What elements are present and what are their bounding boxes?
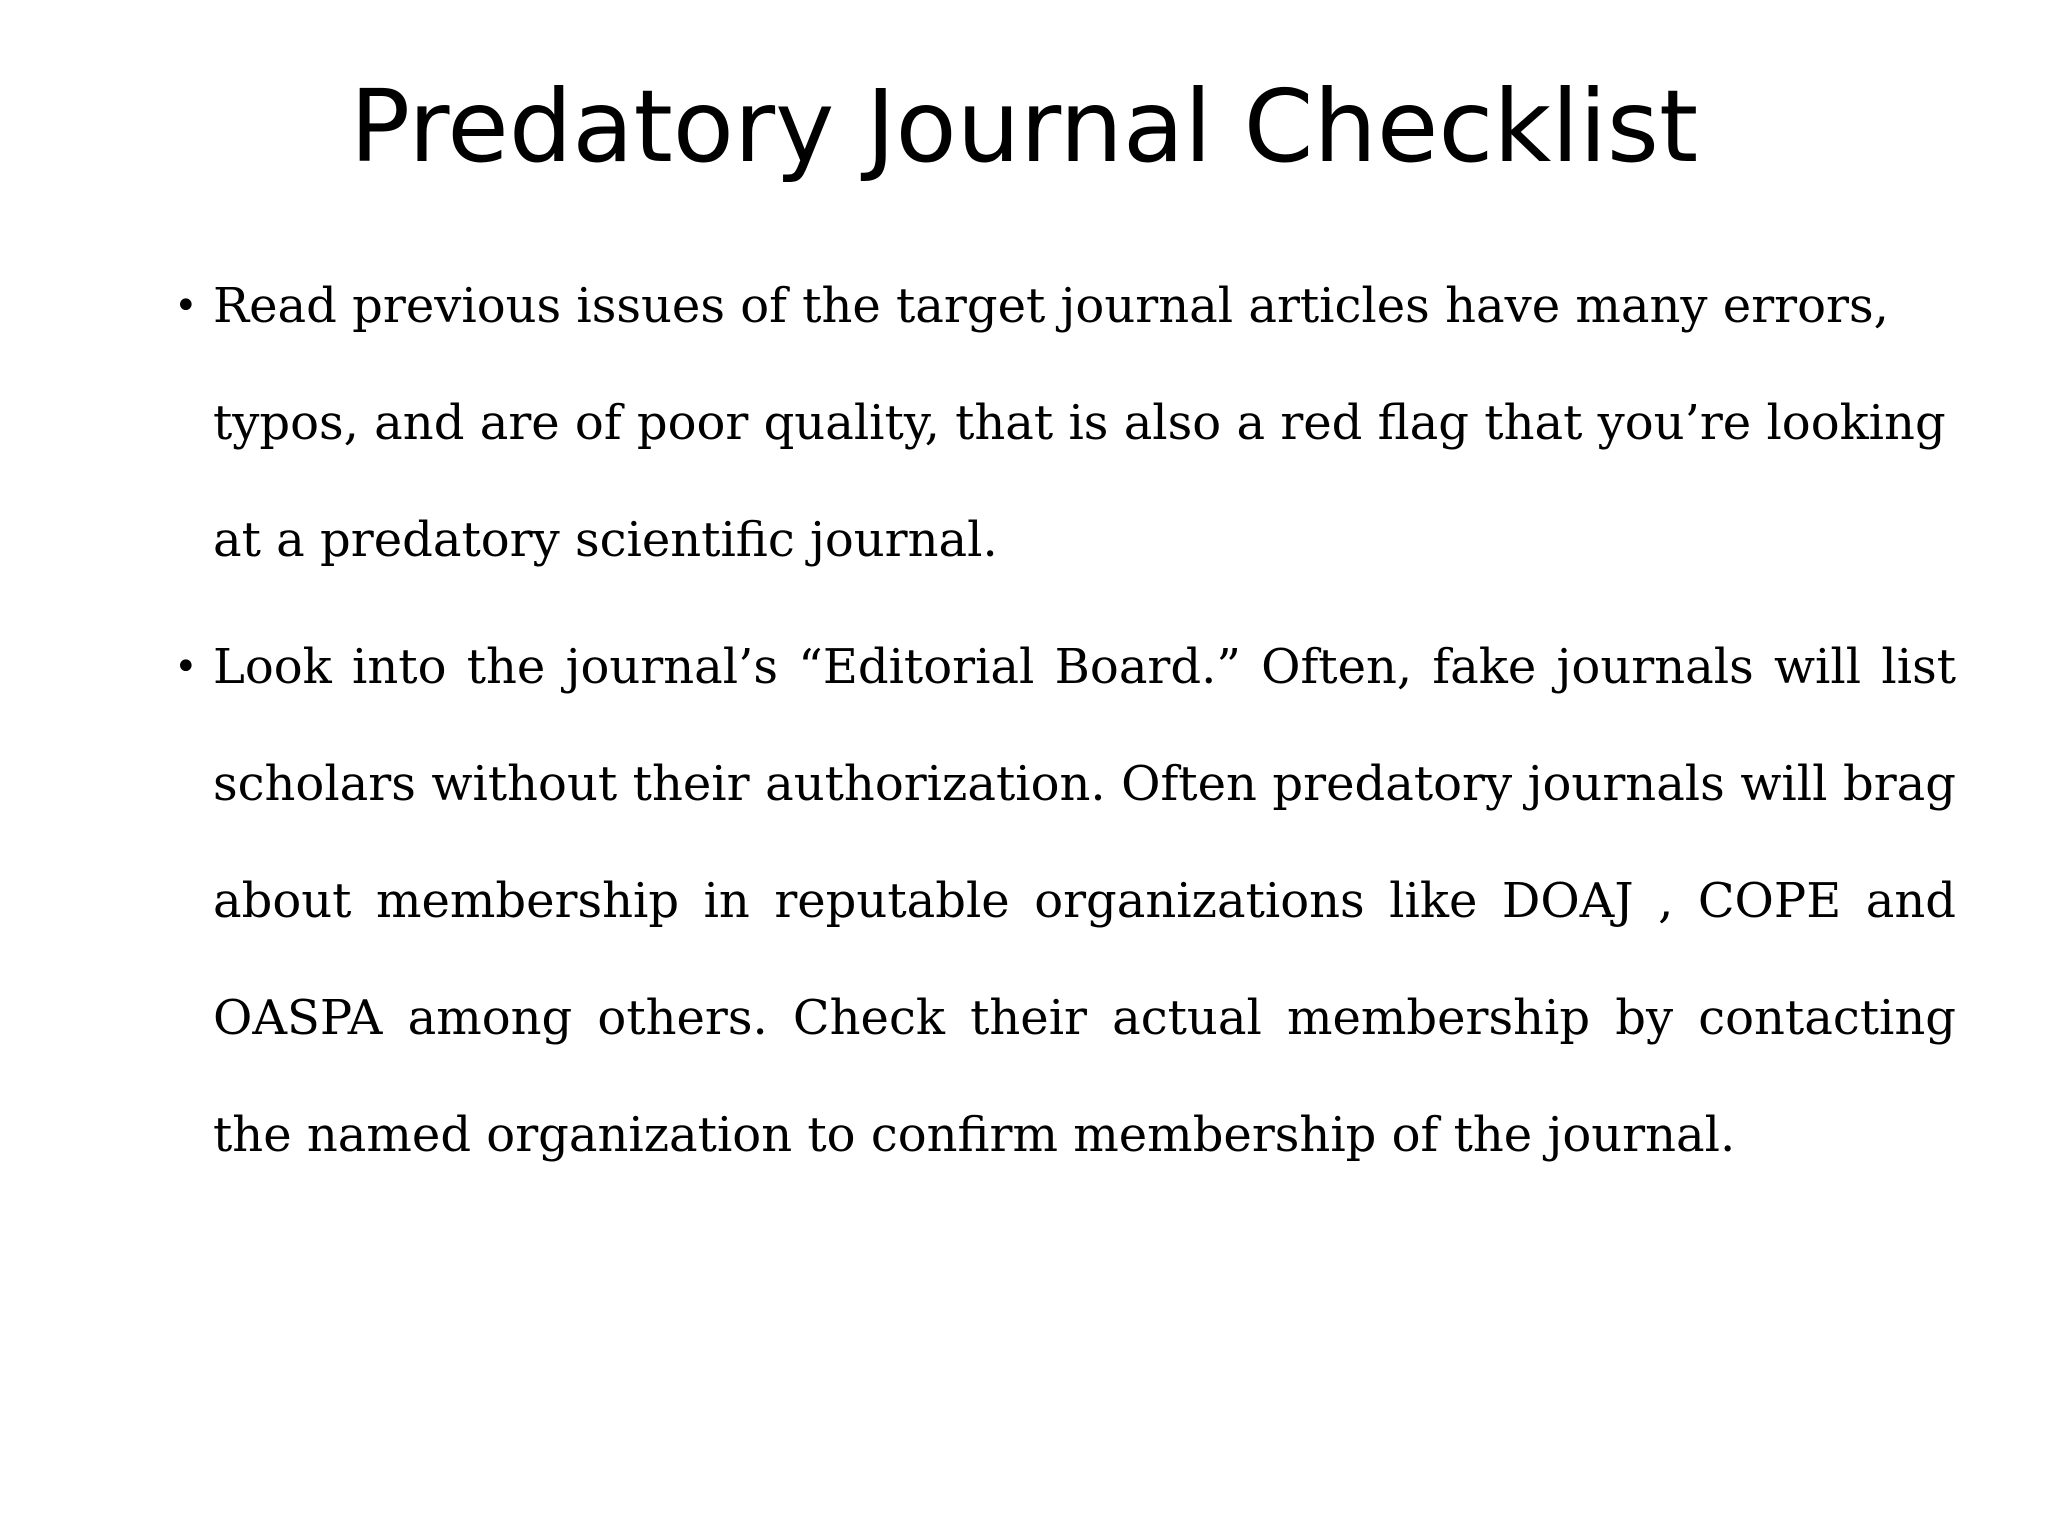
bullet-item-editorial-board bbox=[166, 609, 1956, 1194]
bullet-list bbox=[166, 248, 1956, 1204]
bullet-item-proofread-issues bbox=[166, 248, 1956, 599]
bullet-marker: • bbox=[174, 644, 198, 690]
slide-title: Predatory Journal Checklist bbox=[349, 68, 1699, 185]
bullet-text: Look into the journal’s “Editorial Board.” Often, fake journals will list scholars without their authorization. Often predatory journals will brag about membership in reputable organizations like DOAJ , COPE and OASPA among others. Check their actual membership by contacting the named organization to confirm membership of the journal. bbox=[213, 639, 1956, 1163]
bullet-text: Read previous issues of the target journal articles have many errors, typos, and are of poor quality, that is also a red flag that you’re looking at a predatory scientific journal. bbox=[213, 278, 1946, 568]
bullet-marker: • bbox=[174, 283, 198, 329]
